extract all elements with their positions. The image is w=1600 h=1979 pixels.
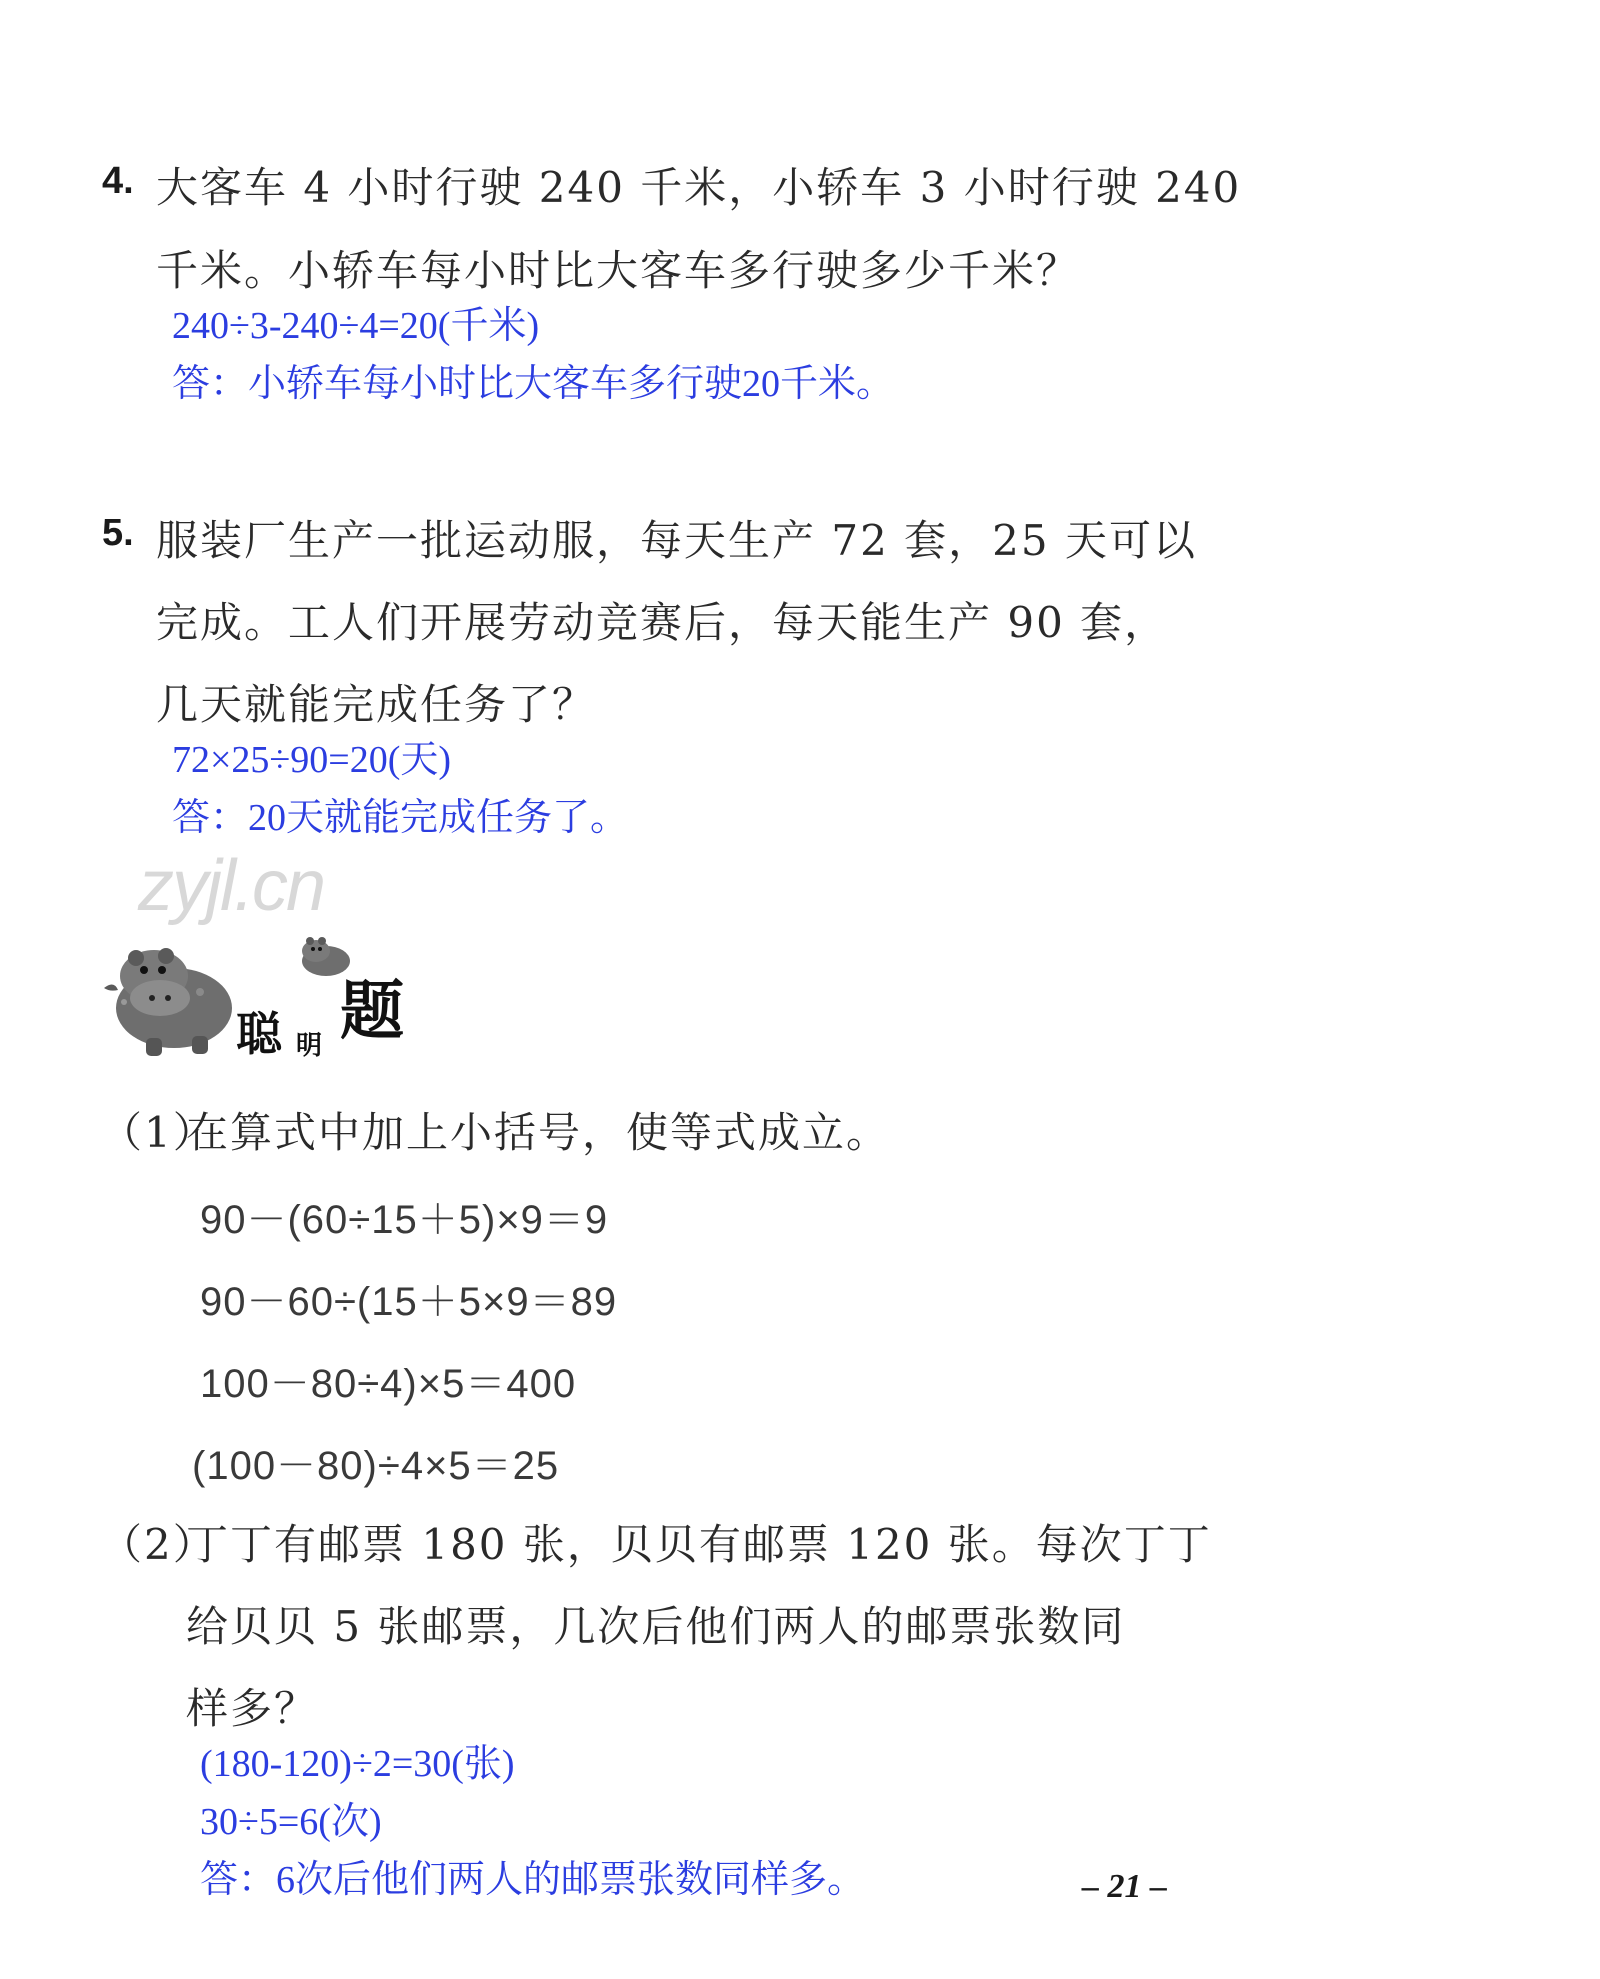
section-title-char-3: 题 (340, 975, 404, 1049)
watermark: zyjl.cn (138, 846, 325, 926)
question-4-answer-text: 答：小轿车每小时比大客车多行驶20千米。 (172, 363, 895, 405)
question-5-number: 5. (102, 512, 134, 554)
problem-2-answer-text: 答：6次后他们两人的邮票张数同样多。 (200, 1859, 866, 1901)
problem-2-line-3: 样多？ (186, 1684, 319, 1733)
problem-1-text: 在算式中加上小括号，使等式成立。 (186, 1108, 891, 1157)
problem-2-answer-calc-1: (180-120)÷2=30(张) (200, 1743, 515, 1785)
expression-1: 90－(60÷15＋5)×9＝9 (200, 1198, 609, 1242)
section-title-char-1: 聪 (236, 1007, 282, 1061)
expression-2: 90－60÷(15＋5×9＝89 (200, 1280, 618, 1324)
question-4-line-1: 大客车 4 小时行驶 240 千米，小轿车 3 小时行驶 240 (156, 163, 1242, 212)
question-5-line-1: 服装厂生产一批运动服，每天生产 72 套，25 天可以 (156, 516, 1197, 565)
expression-3: 100－80÷4)×5＝400 (200, 1362, 577, 1406)
problem-1-label: （1） (100, 1108, 217, 1157)
hippo-icon (96, 940, 236, 1060)
page-number: – 21 – (1082, 1868, 1167, 1905)
question-4-answer-calc: 240÷3-240÷4=20(千米) (172, 305, 540, 347)
question-5-line-2: 完成。工人们开展劳动竞赛后，每天能生产 90 套， (156, 598, 1169, 647)
problem-2-answer-calc-2: 30÷5=6(次) (200, 1801, 382, 1843)
section-title-char-2: 明 (296, 1031, 323, 1061)
question-5-answer-text: 答：20天就能完成任务了。 (172, 797, 629, 839)
question-5-line-3: 几天就能完成任务了？ (156, 680, 597, 729)
problem-2-label: （2） (100, 1520, 217, 1569)
question-4-line-2: 千米。小轿车每小时比大客车多行驶多少千米？ (156, 246, 1081, 295)
problem-2-line-2: 给贝贝 5 张邮票，几次后他们两人的邮票张数同 (186, 1602, 1126, 1651)
expression-4: (100－80)÷4×5＝25 (192, 1444, 560, 1488)
problem-2-line-1: 丁丁有邮票 180 张，贝贝有邮票 120 张。每次丁丁 (186, 1520, 1212, 1569)
question-5-answer-calc: 72×25÷90=20(天) (172, 739, 452, 781)
question-4-number: 4. (102, 160, 134, 202)
